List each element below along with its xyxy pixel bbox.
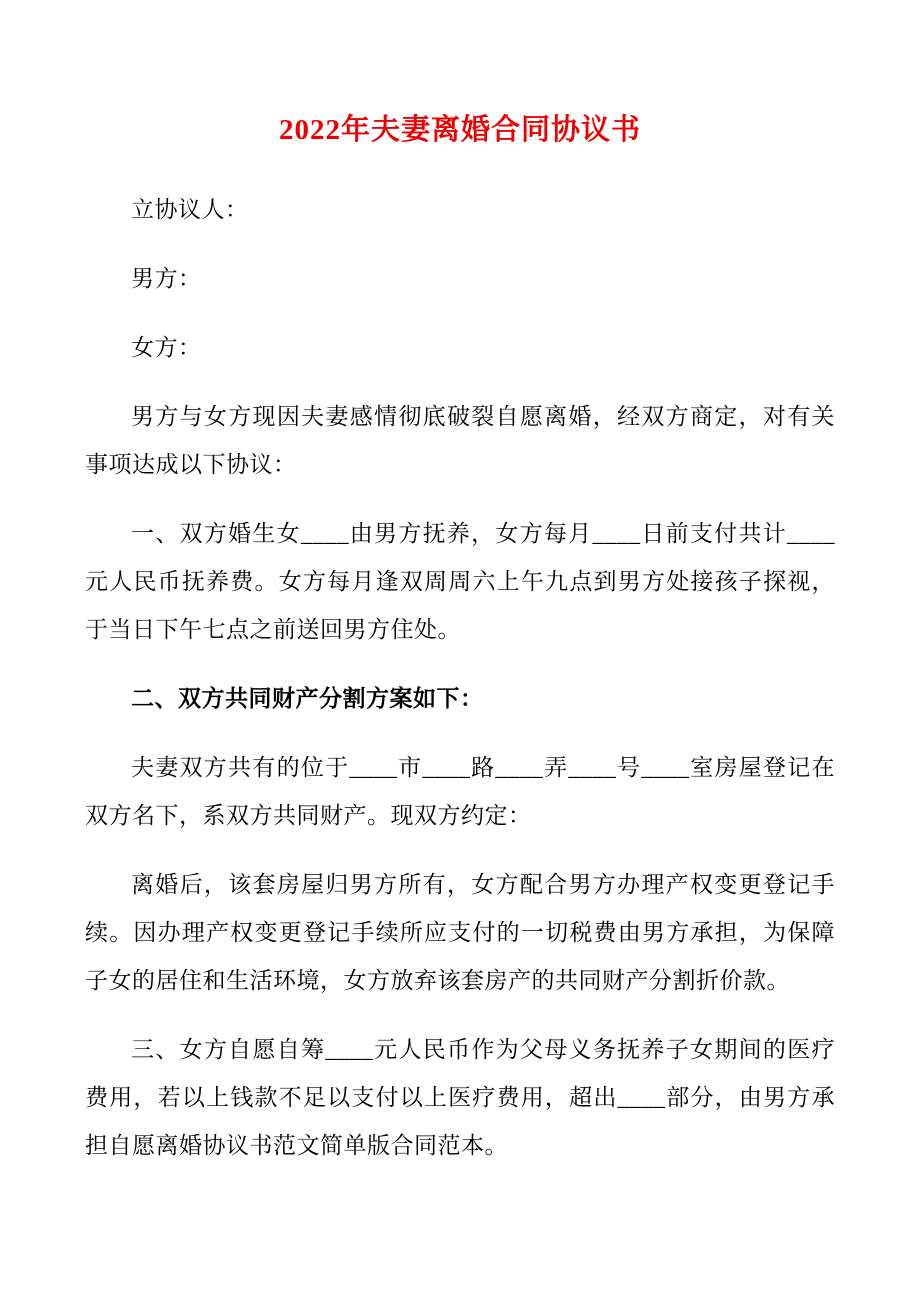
house-location-paragraph: 夫妻双方共有的位于____市____路____弄____号____室房屋登记在双方名下，系双方共同财产。现双方约定： — [85, 755, 835, 828]
clause-two-heading: 二、双方共同财产分割方案如下： — [131, 686, 484, 711]
husband-line: 男方： — [131, 266, 202, 291]
wife-line: 女方： — [131, 335, 202, 360]
preamble-paragraph: 男方与女方现因夫妻感情彻底破裂自愿离婚，经双方商定，对有关事项达成以下协议： — [85, 404, 835, 477]
house-ownership-paragraph: 离婚后，该套房屋归男方所有，女方配合男方办理产权变更登记手续。因办理产权变更登记手续所应支付的一切税费由男方承担，为保障子女的居住和生活环境，女方放弃该套房产的共同财产分割折价款。 — [85, 872, 835, 993]
clause-one-custody-paragraph: 一、双方婚生女____由男方抚养，女方每月____日前支付共计____元人民币抚养费。女方每月逢双周周六上午九点到男方处接孩子探视，于当日下午七点之前送回男方住处。 — [85, 521, 835, 642]
document-title: 2022年夫妻离婚合同协议书 — [278, 114, 641, 146]
parties-declaration-line: 立协议人： — [131, 197, 249, 222]
clause-three-medical-paragraph: 三、女方自愿自筹____元人民币作为父母义务抚养子女期间的医疗费用，若以上钱款不足以支付以上医疗费用，超出____部分，由男方承担自愿离婚协议书范文简单版合同范本。 — [85, 1037, 835, 1158]
